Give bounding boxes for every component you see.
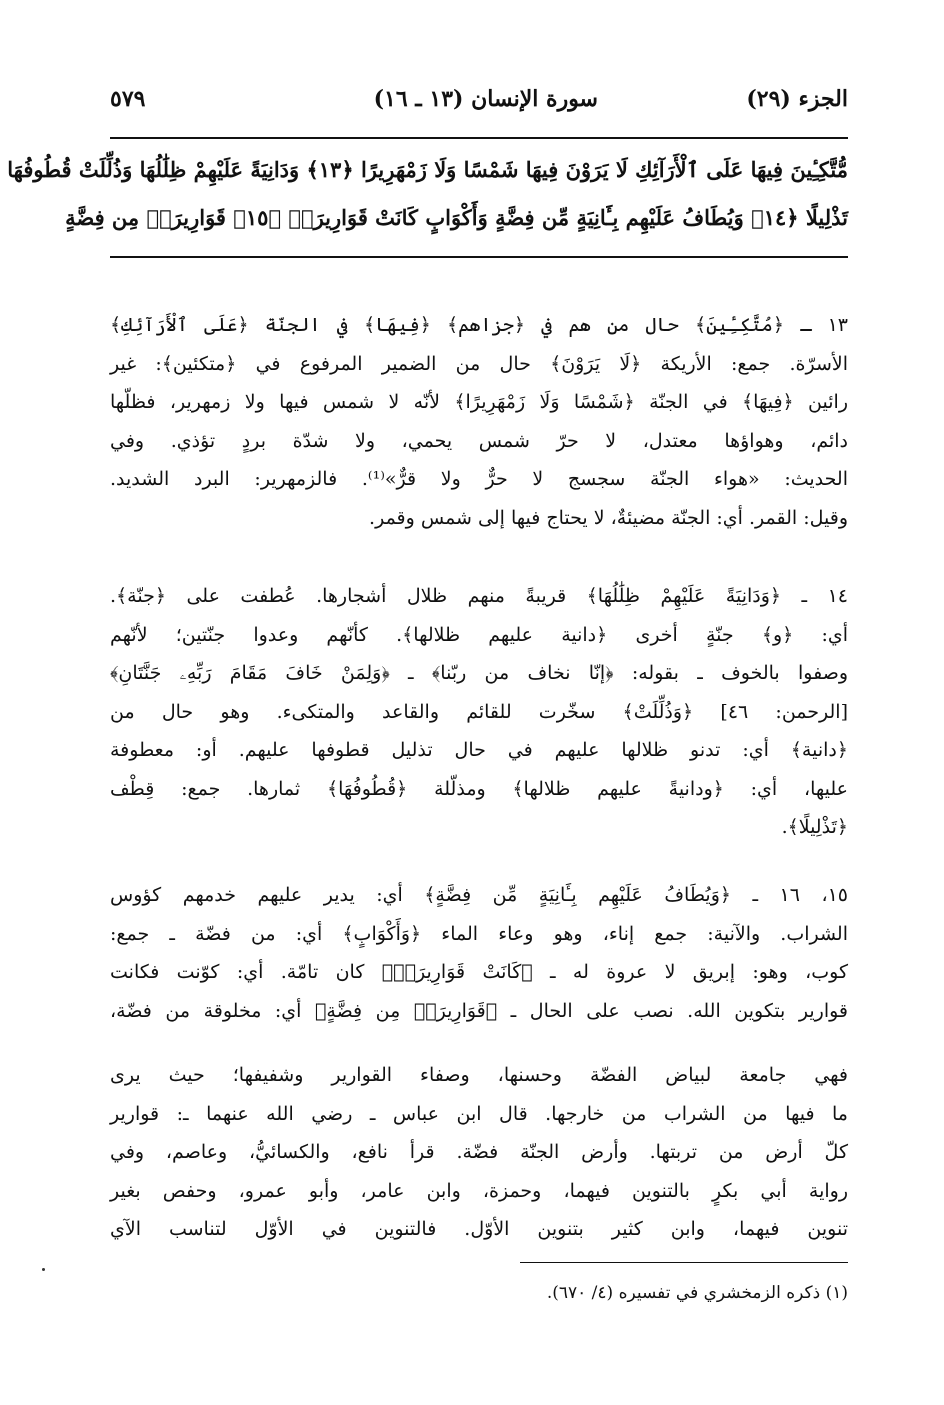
text-line: تنوين فيهما، وابن كثير بتنوين الأوّل. فالتنوين في الأوّل لتناسب الآي <box>110 1218 848 1240</box>
text-line: ١٣ ـ ﴿مُتَّكِـِٔينَ﴾ حال من هم في ﴿جزاهم﴾ ﴿فِيهَا﴾ في الجنّة ﴿عَلَى ٱلْأَرَآئِكِ﴾ <box>110 314 848 336</box>
text-line: عليها، أي: ﴿ودانيةً عليهم ظلالها﴾ ومذلّلة ﴿قُطُوفُهَا﴾ ثمارها. جمع: قِطْف <box>110 777 848 800</box>
text-line: ﴿تَذْلِيلًا﴾. <box>781 816 848 838</box>
text-line: [الرحمن: ٤٦] ﴿وَذُلِّلَتْ﴾ سخّرت للقائم والقاعد والمتكىء. وهو حال من <box>110 700 848 723</box>
quran-line: تَذْلِيلًا ﴿١٤﴾ وَيُطَافُ عَلَيْهِم بِـَٔانِيَةٍ مِّن فِضَّةٍ وَأَكْوَابٍ كَانَتْ قَوَارِيرَا۠ ﴿١٥﴾ قَوَارِيرَا۟ مِن فِضَّةٍ <box>65 205 848 230</box>
text-line: كوب، وهو: إبريق لا عروة له ـ ﴿كَانَتْ قَوَارِيرَا۠﴾ كان تامّة. أي: كوّنت فكانت <box>110 961 848 983</box>
scan-speck <box>42 1268 45 1271</box>
text-line: الأسرّة. جمع: الأريكة ﴿لَا يَرَوْنَ﴾ حال من الضمير المرفوع في ﴿متكئين﴾: غير <box>110 352 848 375</box>
commentary-verse-14 <box>110 577 848 847</box>
text-line: ﴿دانية﴾ أي: تدنو ظلالها عليهم في حال تذليل قطوفها عليهم. أو: معطوفة <box>110 739 848 761</box>
commentary-verse-13 <box>110 306 848 537</box>
text-line: كلّ أرض من تربتها. وأرض الجنّة فضّة. قرأ نافع، والكسائيُّ، وعاصم، وفي <box>110 1141 848 1163</box>
text-line: وقيل: القمر. أي: الجنّة مضيئةٌ، لا يحتاج فيها إلى شمس وقمر. <box>369 506 848 529</box>
text-line: فهي جامعة لبياض الفضّة وحسنها، وصفاء القوارير وشفيفها؛ حيث يرى <box>110 1064 848 1086</box>
commentary-verses-15-16-continued <box>110 1056 848 1249</box>
surah-title: سورة الإنسان (١٣ ـ ١٦) <box>373 86 598 112</box>
text-line: دائم، وهواؤها معتدل، لا حرّ شمس يحمي، ولا شدّة بردٍ تؤذي. وفي <box>110 429 848 452</box>
text-line: ١٥، ١٦ ـ ﴿وَيُطَافُ عَلَيْهِم بِـَٔانِيَةٍ مِّن فِضَّةٍ﴾ أي: يدير عليهم خدمهم كؤوس <box>110 884 849 906</box>
footnote: (١) ذكره الزمخشري في تفسيره (٤/ ٦٧٠). <box>546 1283 848 1303</box>
quran-verses <box>7 146 848 242</box>
text-line: ما فيها من الشراب من خارجها. قال ابن عباس ـ رضي الله عنهما ـ: قوارير <box>110 1102 848 1125</box>
juz-label: الجزء (٢٩) <box>746 86 848 112</box>
quran-line: مُّتَّكِـِٔينَ فِيهَا عَلَى ٱلْأَرَآئِكِ لَا يَرَوْنَ فِيهَا شَمْسًا وَلَا زَمْهَرِيرًا ﴿١٣﴾ وَدَانِيَةً عَلَيْهِمْ ظِلَٰلُهَا وَذُلِّلَتْ قُطُوفُهَا <box>7 157 848 182</box>
text-line: أي: ﴿و﴾ جنّةٍ أخرى ﴿دانية عليهم ظلالها﴾. كأنّهم وعدوا جنّتين؛ لأنّهم <box>110 623 848 646</box>
text-line: الحديث: «هواء الجنّة سجسج لا حرٌّ ولا قرٌّ»⁽¹⁾. فالزمهرير: البرد الشديد. <box>110 468 848 490</box>
footnote-rule <box>520 1262 848 1263</box>
text-line: قوارير بتكوين الله. نصب على الحال ـ ﴿قَوَارِيرَا۟ مِن فِضَّةٍ﴾ أي: مخلوقة من فضّة، <box>110 999 848 1022</box>
page-header <box>110 86 848 130</box>
verses-rule <box>110 256 848 258</box>
commentary-verses-15-16 <box>110 876 848 1030</box>
text-line: رواية أبي بكرٍ بالتنوين فيهما، وحمزة، وابن عامر، وأبو عمرو، وحفص بغير <box>110 1179 848 1202</box>
text-line: وصفوا بالخوف ـ بقوله: ﴿إنّا نخاف من ربّنا﴾ ـ ﴿وَلِمَنْ خَافَ مَقَامَ رَبِّهِۦ جَنَّتَانِ﴾ <box>110 662 848 684</box>
header-rule <box>110 137 848 139</box>
text-line: الشراب. والآنية: جمع إناء، وهو وعاء الماء ﴿وَأَكْوَابٍ﴾ أي: من فضّة ـ جمع: <box>110 922 848 945</box>
page-number: ٥٧٩ <box>110 86 146 112</box>
text-line: ١٤ ـ ﴿وَدَانِيَةً عَلَيْهِمْ ظِلَٰلُهَا﴾ قريبةً منهم ظلال أشجارها. عُطفت على ﴿جنّة﴾. <box>110 585 848 607</box>
text-line: رائين ﴿فِيهَا﴾ في الجنّة ﴿شَمْسًا وَلَا زَمْهَرِيرًا﴾ لأنّه لا شمس فيها ولا زمهرير، فظلّها <box>110 391 848 413</box>
